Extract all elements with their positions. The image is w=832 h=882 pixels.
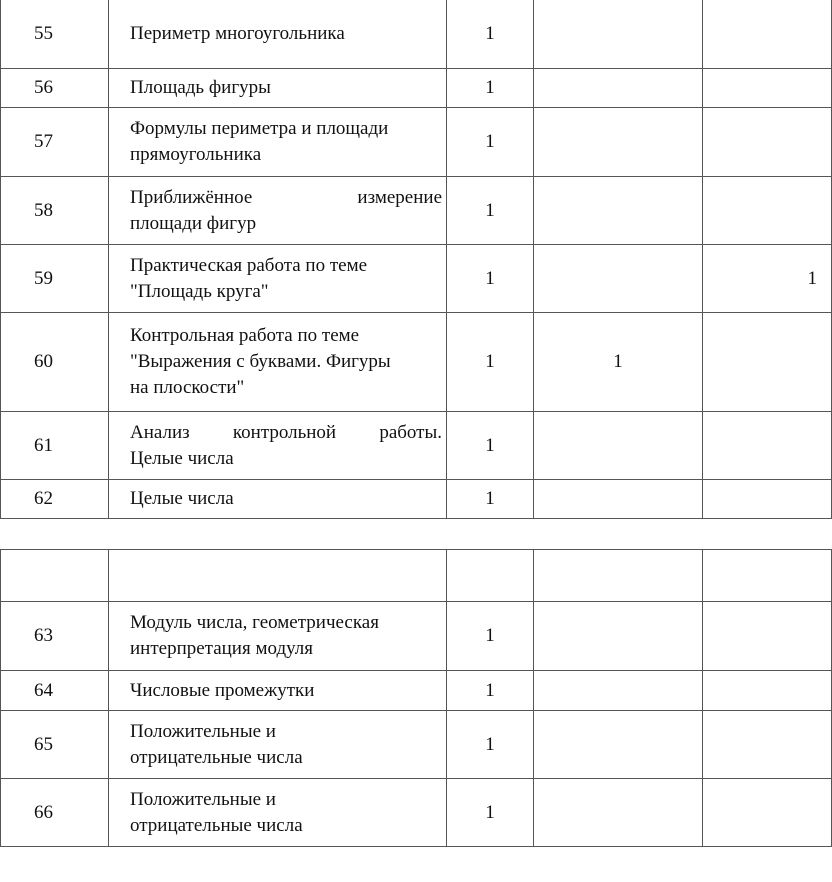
lesson-plan-table-bottom (0, 549, 832, 847)
control-work-cell: 1 (534, 313, 703, 412)
lesson-topic-line: Положительные и (130, 720, 276, 742)
lesson-topic-word: Анализ контрольной работы. (130, 421, 442, 443)
lesson-topic-line: отрицательные числа (130, 814, 303, 836)
lesson-number: 60 (1, 313, 109, 412)
lesson-topic (109, 313, 447, 412)
practical-work-cell (703, 177, 832, 245)
lesson-number: 56 (1, 69, 109, 108)
lesson-hours: 1 (447, 69, 534, 108)
control-work-cell (534, 779, 703, 847)
lesson-number: 66 (1, 779, 109, 847)
lesson-topic-line: отрицательные числа (130, 746, 303, 768)
lesson-topic (109, 245, 447, 313)
lesson-topic-word: Приближённое измерение (130, 186, 442, 208)
practical-work-cell (703, 313, 832, 412)
lesson-hours: 1 (447, 245, 534, 313)
lesson-topic-line: "Выражения с буквами. Фигуры (130, 351, 391, 372)
practical-work-cell (703, 671, 832, 711)
lesson-topic (109, 711, 447, 779)
control-work-cell (534, 69, 703, 108)
control-work-cell (534, 245, 703, 313)
lesson-number: 59 (1, 245, 109, 313)
lesson-topic-line: Целые числа (130, 447, 234, 469)
lesson-topic-line: на плоскости" (130, 377, 245, 398)
lesson-topic (109, 108, 447, 177)
lesson-topic-line (130, 185, 442, 211)
control-work-cell (534, 108, 703, 177)
lesson-topic-line: Практическая работа по теме (130, 254, 368, 276)
lesson-topic: Периметр многоугольника (109, 0, 447, 69)
practical-work-cell (703, 779, 832, 847)
lesson-number: 61 (1, 412, 109, 480)
table-row (1, 108, 832, 177)
table-row (1, 602, 832, 671)
lesson-hours: 1 (447, 779, 534, 847)
lesson-topic-line: прямоугольника (130, 144, 262, 165)
lesson-number: 55 (1, 0, 109, 69)
lesson-topic (109, 779, 447, 847)
table-row (1, 671, 832, 711)
lesson-topic: Числовые промежутки (109, 671, 447, 711)
lesson-hours: 1 (447, 313, 534, 412)
lesson-topic (109, 550, 447, 602)
lesson-topic-line: Модуль числа, геометрическая (130, 612, 379, 633)
control-work-cell (534, 550, 703, 602)
table-row (1, 313, 832, 412)
lesson-topic-line (130, 420, 442, 446)
practical-work-cell (703, 108, 832, 177)
table-row (1, 69, 832, 108)
practical-work-cell (703, 550, 832, 602)
lesson-topic-line: Формулы периметра и площади (130, 118, 389, 139)
lesson-hours: 1 (447, 671, 534, 711)
lesson-topic: Целые числа (109, 480, 447, 519)
lesson-hours: 1 (447, 177, 534, 245)
lesson-topic-line: интерпретация модуля (130, 638, 313, 659)
table-row (1, 711, 832, 779)
lesson-hours (447, 550, 534, 602)
lesson-number: 64 (1, 671, 109, 711)
table-row (1, 0, 832, 69)
lesson-number: 63 (1, 602, 109, 671)
table-row (1, 480, 832, 519)
lesson-topic-line: Контрольная работа по теме (130, 325, 360, 346)
control-work-cell (534, 412, 703, 480)
lesson-hours: 1 (447, 602, 534, 671)
practical-work-cell (703, 69, 832, 108)
lesson-topic: Площадь фигуры (109, 69, 447, 108)
table-row (1, 177, 832, 245)
lesson-number (1, 550, 109, 602)
practical-work-cell (703, 602, 832, 671)
table-row (1, 245, 832, 313)
practical-work-cell: 1 (703, 245, 832, 313)
lesson-hours: 1 (447, 108, 534, 177)
control-work-cell (534, 602, 703, 671)
practical-work-cell (703, 480, 832, 519)
lesson-number: 65 (1, 711, 109, 779)
control-work-cell (534, 671, 703, 711)
control-work-cell (534, 0, 703, 69)
lesson-number: 62 (1, 480, 109, 519)
table-row (1, 550, 832, 602)
practical-work-cell (703, 0, 832, 69)
lesson-number: 58 (1, 177, 109, 245)
lesson-hours: 1 (447, 412, 534, 480)
lesson-hours: 1 (447, 711, 534, 779)
lesson-topic-line: "Площадь круга" (130, 280, 269, 302)
lesson-topic (109, 177, 447, 245)
lesson-number: 57 (1, 108, 109, 177)
lesson-topic (109, 602, 447, 671)
practical-work-cell (703, 711, 832, 779)
control-work-cell (534, 177, 703, 245)
table-row (1, 779, 832, 847)
practical-work-cell (703, 412, 832, 480)
lesson-topic (109, 412, 447, 480)
control-work-cell (534, 480, 703, 519)
lesson-topic-line: Положительные и (130, 788, 276, 810)
lesson-hours: 1 (447, 0, 534, 69)
lesson-hours: 1 (447, 480, 534, 519)
control-work-cell (534, 711, 703, 779)
table-row (1, 412, 832, 480)
lesson-topic-line: площади фигур (130, 212, 257, 234)
